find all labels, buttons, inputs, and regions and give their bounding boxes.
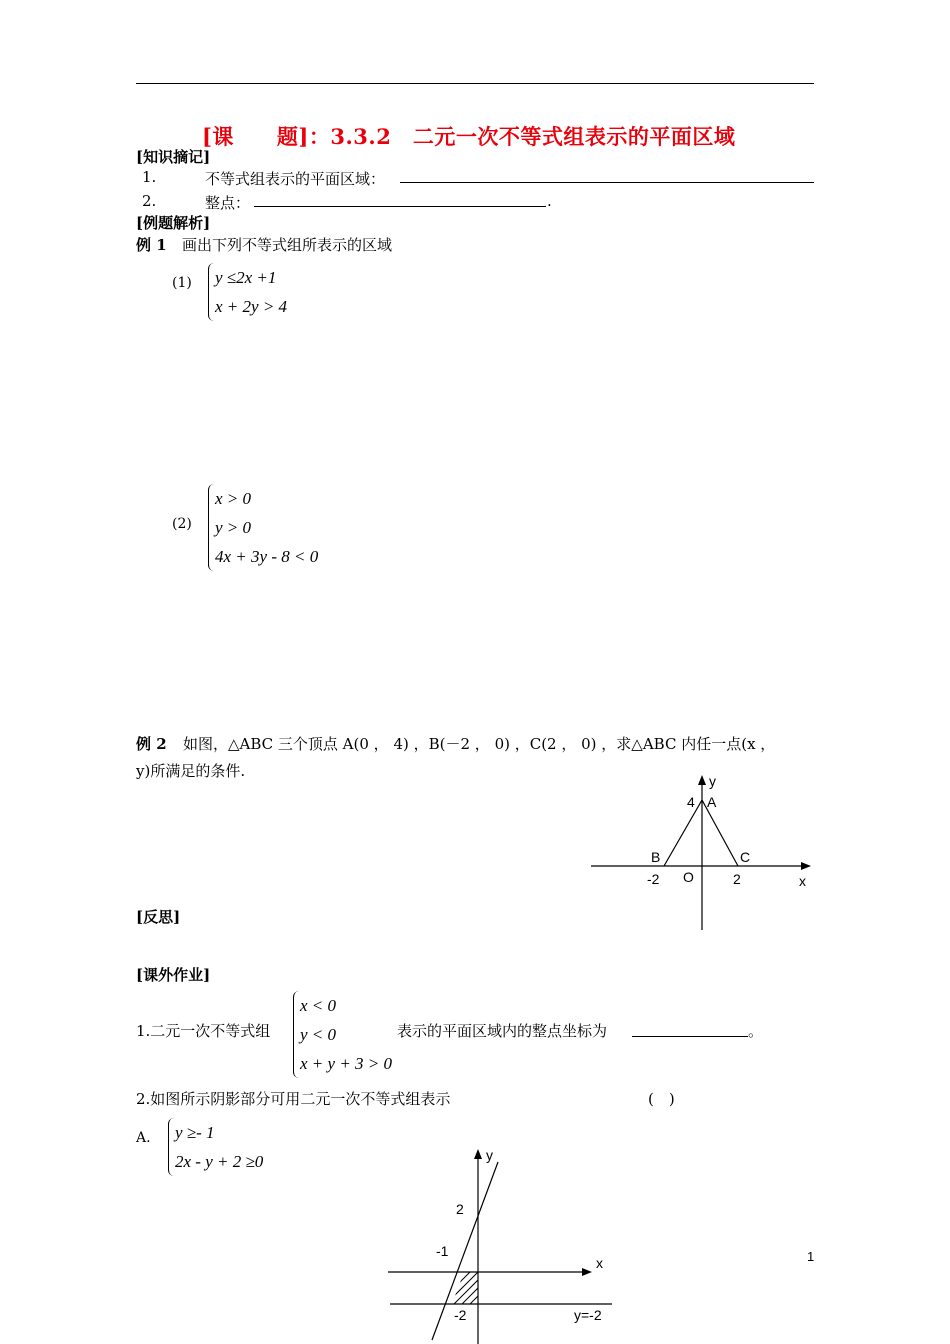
homework-heading: [课外作业] bbox=[136, 966, 211, 984]
page-title: [课 题]：3.3.2 二元一次不等式组表示的平面区域 bbox=[202, 124, 736, 149]
example-1-label: 例 1 bbox=[136, 236, 167, 254]
answer-blank-1[interactable] bbox=[400, 168, 814, 183]
item-number: 1. bbox=[142, 168, 157, 186]
y-axis-label: y bbox=[709, 773, 716, 789]
answer-blank-2[interactable] bbox=[254, 192, 546, 207]
top-rule bbox=[136, 83, 814, 84]
vertex-a-label: A bbox=[707, 794, 717, 810]
inequality: y < 0 bbox=[300, 1025, 337, 1044]
inequality: x > 0 bbox=[215, 489, 252, 508]
example-1-system-1 bbox=[208, 263, 287, 321]
origin-label: O bbox=[683, 869, 694, 885]
shaded-region-figure bbox=[380, 1140, 620, 1344]
question-1-system bbox=[293, 991, 392, 1078]
tick-label-neg-2: -2 bbox=[454, 1307, 467, 1323]
knowledge-item-2 bbox=[142, 192, 156, 210]
question-2-text: 2.如图所示阴影部分可用二元一次不等式组表示 bbox=[136, 1090, 451, 1108]
option-a-system bbox=[168, 1118, 263, 1176]
side-ab bbox=[664, 800, 702, 866]
x-axis-arrow-icon bbox=[582, 1268, 592, 1276]
example-1-system-2 bbox=[208, 484, 318, 571]
vertex-b-label: B bbox=[651, 849, 661, 865]
example-1-part-2-number: (2) bbox=[172, 516, 192, 532]
knowledge-item-1 bbox=[142, 168, 156, 186]
example-1-text: 画出下列不等式组所表示的区域 bbox=[182, 236, 393, 254]
tick-label-4: 4 bbox=[687, 794, 695, 810]
question-1-prefix: 1.二元一次不等式组 bbox=[136, 1022, 271, 1040]
question-1-end: 。 bbox=[748, 1022, 764, 1040]
tick-label-2: 2 bbox=[733, 871, 741, 887]
tick-label-neg-2: -2 bbox=[647, 871, 660, 887]
inequality: 4x + 3y - 8 < 0 bbox=[215, 547, 319, 566]
tick-label-neg-1: -1 bbox=[436, 1243, 449, 1259]
answer-blank-2-period: . bbox=[547, 192, 552, 210]
inequality: 2x - y + 2 ≥0 bbox=[175, 1152, 264, 1171]
example-2-text-line-1: 如图，△ABC 三个顶点 A(0 ， 4) ，B(－2 ， 0) ，C(2 ， 0) ，求△ABC 内任一点(x ， bbox=[183, 735, 776, 753]
x-axis-label: x bbox=[596, 1255, 603, 1271]
y-axis-label: y bbox=[486, 1147, 493, 1163]
inequality: x + y + 3 > 0 bbox=[300, 1054, 393, 1073]
question-2-answer-paren[interactable]: ( ) bbox=[648, 1090, 675, 1108]
triangle-figure bbox=[585, 770, 820, 935]
knowledge-item-1-text: 不等式组表示的平面区域： bbox=[205, 170, 386, 188]
tick-label-2: 2 bbox=[456, 1201, 464, 1217]
reflection-heading: [反思] bbox=[136, 908, 181, 926]
vertex-c-label: C bbox=[740, 849, 751, 865]
question-1-answer-blank[interactable] bbox=[632, 1022, 748, 1037]
x-axis-arrow-icon bbox=[801, 862, 811, 870]
option-a-label: A. bbox=[136, 1130, 151, 1146]
inequality: x < 0 bbox=[300, 996, 337, 1015]
item-number: 2. bbox=[142, 192, 157, 210]
inequality: y ≥- 1 bbox=[175, 1123, 215, 1142]
x-axis-label: x bbox=[799, 873, 806, 889]
inequality: y ≤2x +1 bbox=[215, 268, 277, 287]
inequality: x + 2y > 4 bbox=[215, 297, 288, 316]
knowledge-item-2-text: 整点： bbox=[205, 194, 251, 212]
example-1-part-1-number: (1) bbox=[172, 275, 192, 291]
example-2-text-line-2: y)所满足的条件. bbox=[136, 762, 246, 780]
line-label-y-neg-2: y=-2 bbox=[574, 1307, 602, 1323]
page-number: 1 bbox=[807, 1249, 815, 1264]
inequality: y > 0 bbox=[215, 518, 252, 537]
question-1-suffix: 表示的平面区域内的整点坐标为 bbox=[397, 1022, 608, 1040]
y-axis-arrow-icon bbox=[698, 775, 706, 785]
knowledge-heading: [知识摘记] bbox=[136, 148, 211, 166]
examples-heading: [例题解析] bbox=[136, 214, 211, 232]
example-2-label: 例 2 bbox=[136, 735, 167, 753]
y-axis-arrow-icon bbox=[474, 1149, 482, 1159]
